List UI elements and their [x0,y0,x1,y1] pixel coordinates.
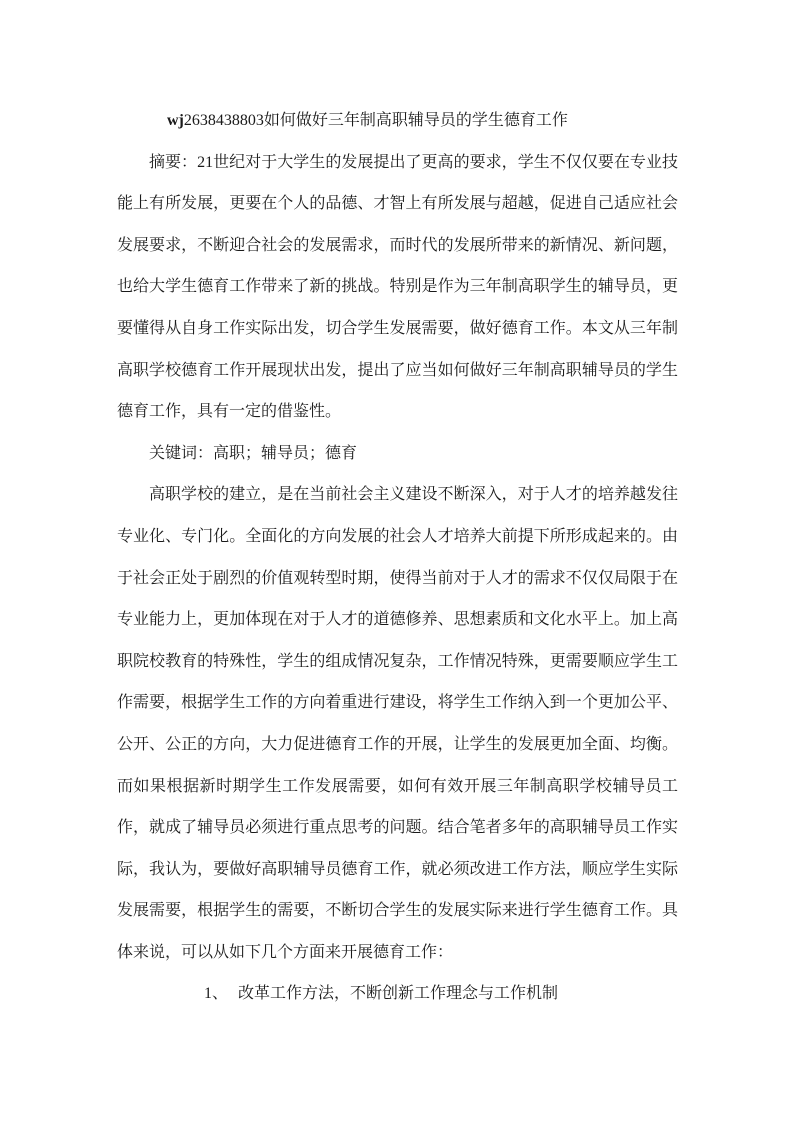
document-content [117,100,678,1015]
numbered-heading [117,973,678,1015]
paragraph-abstract: 摘要：21世纪对于大学生的发展提出了更高的要求，学生不仅仅要在专业技能上有所发展，更要在个人的品德、才智上有所发展与超越，促进自己适应社会发展要求，不断迎合社会的发展需求，而时代的发展所带来的新情况、新问题，也给大学生德育工作带来了新的挑战。特别是作为三年制高职学生的辅导员，更要懂得从自身工作实际出发，切合学生发展需要，做好德育工作。本文从三年制高职学校德育工作开展现状出发，提出了应当如何做好三年制高职辅导员的学生德育工作，具有一定的借鉴性。 [117,153,678,421]
heading-number: 1、 [204,985,229,1003]
paragraph-body: 高职学校的建立，是在当前社会主义建设不断深入，对于人才的培养越发往专业化、专门化。全面化的方向发展的社会人才培养大前提下所形成起来的。由于社会正处于剧烈的价值观转型时期，使得当前对于人才的需求不仅仅局限于在专业能力上，更加体现在对于人才的道德修养、思想素质和文化水平上。加上高职院校教育的特殊性，学生的组成情况复杂，工作情况特殊，更需要顺应学生工作需要，根据学生工作的方向着重进行建设，将学生工作纳入到一个更加公平、公开、公正的方向，大力促进德育工作的开展，让学生的发展更加全面、均衡。而如果根据新时期学生工作发展需要，如何有效开展三年制高职学校辅导员工作，就成了辅导员必须进行重点思考的问题。结合笔者多年的高职辅导员工作实际，我认为，要做好高职辅导员德育工作，就必须改进工作方法，顺应学生实际发展需要，根据学生的需要，不断切合学生的发展实际来进行学生德育工作。具体来说，可以从如下几个方面来开展德育工作： [117,486,678,961]
document-title [117,100,678,142]
title-bold-prefix: wj [167,112,184,129]
title-text: 2638438803如何做好三年制高职辅导员的学生德育工作 [183,112,568,129]
heading-label: 改革工作方法，不断创新工作理念与工作机制 [238,985,559,1003]
paragraph-keywords: 关键词：高职；辅导员；德育 [149,444,358,462]
